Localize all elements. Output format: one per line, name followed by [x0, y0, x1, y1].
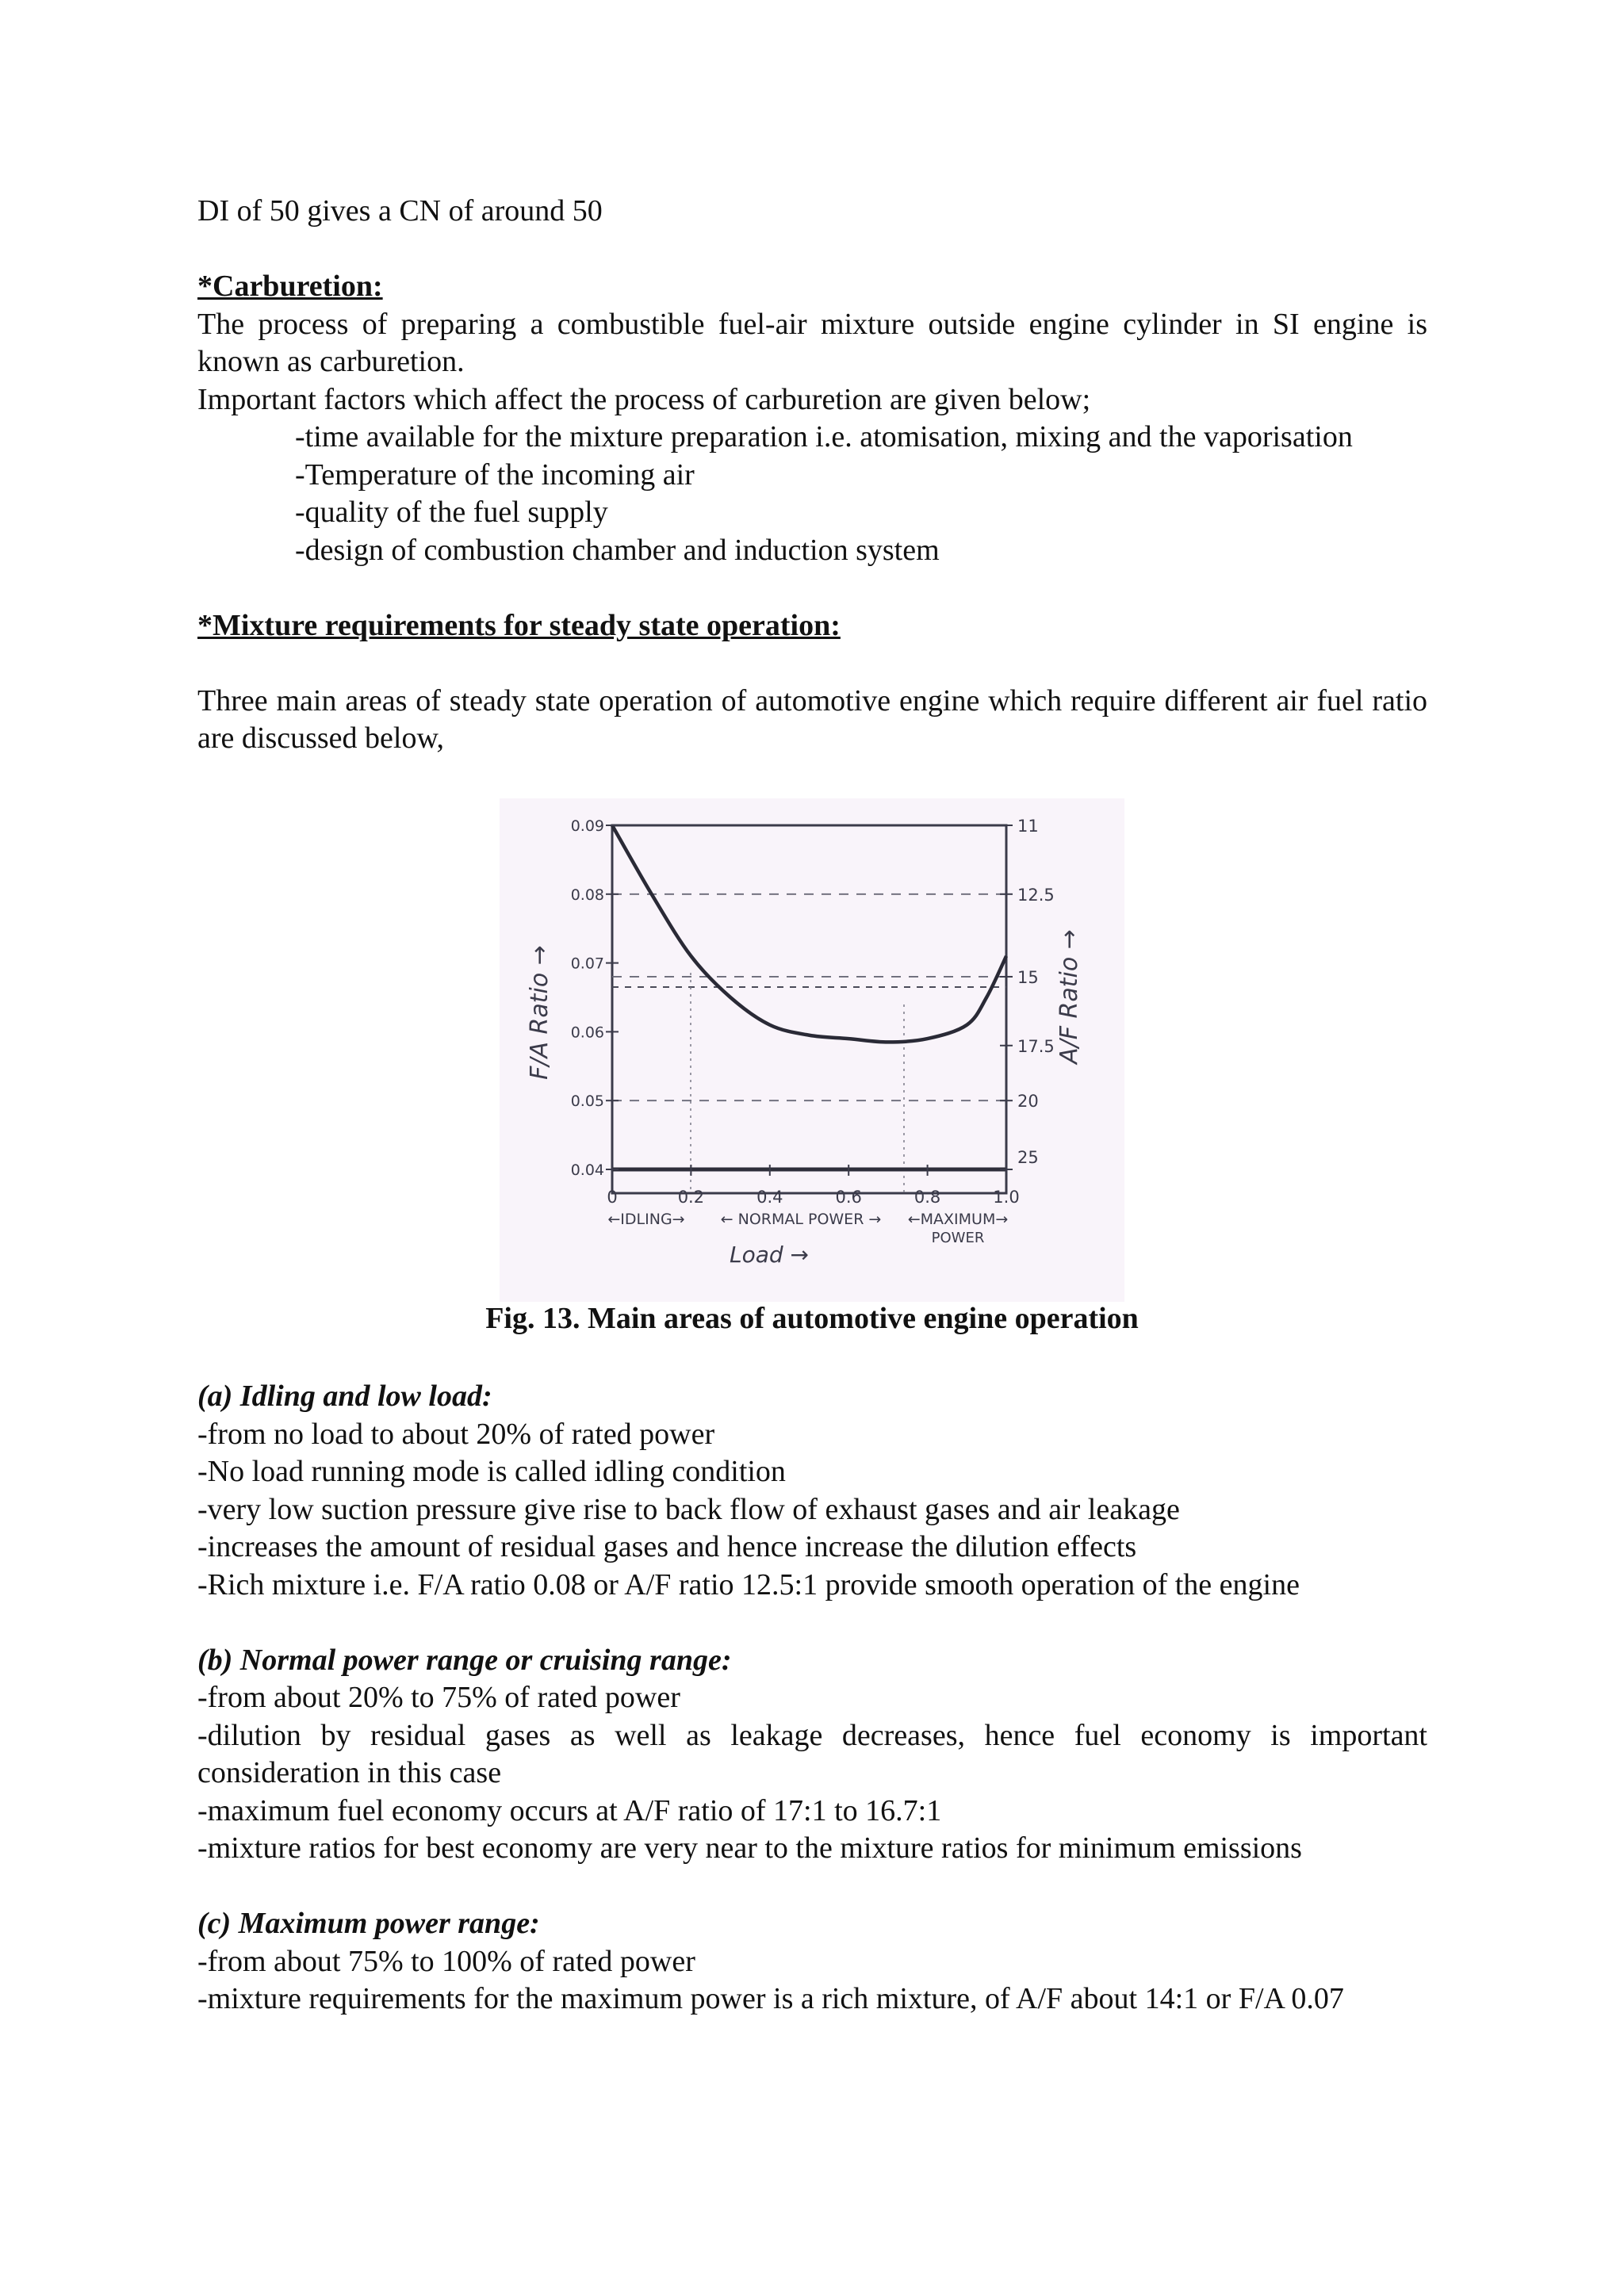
- normal-point: -dilution by residual gases as well as leakage decreases, hence fuel economy is important consideration in this case: [197, 1718, 1427, 1789]
- maximum-heading: (c) Maximum power range:: [197, 1907, 540, 1940]
- idling-point: -from no load to about 20% of rated power: [197, 1417, 715, 1451]
- x-tick-label: 1.0: [993, 1188, 1020, 1207]
- idling-heading: (a) Idling and low load:: [197, 1380, 492, 1413]
- factor-item: -quality of the fuel supply: [295, 496, 608, 529]
- right-tick-label: 11: [1017, 817, 1039, 836]
- factor-item: -Temperature of the incoming air: [295, 457, 695, 492]
- right-tick-label: 25: [1017, 1148, 1039, 1167]
- left-tick-label: 0.05: [570, 1093, 604, 1111]
- idling-point: -increases the amount of residual gases and hence increase the dilution effects: [197, 1530, 1137, 1563]
- lower-text: [197, 1378, 1427, 2019]
- normal-point: -from about 20% to 75% of rated power: [197, 1681, 680, 1714]
- x-tick-label: 0.6: [835, 1188, 862, 1207]
- figure-hand-drawn-chart: [500, 798, 1124, 1302]
- right-tick-label: 17.5: [1017, 1036, 1055, 1056]
- factor-item: -time available for the mixture preparation i.e. atomisation, mixing and the vaporisation: [295, 420, 1353, 453]
- x-tick-label: 0.2: [677, 1188, 705, 1207]
- normal-heading: (b) Normal power range or cruising range:: [197, 1643, 732, 1677]
- maximum-point: -mixture requirements for the maximum power is a rich mixture, of A/F about 14:1 or F/A 0.07: [197, 1982, 1344, 2015]
- carburetion-definition: The process of preparing a combustible fuel-air mixture outside engine cylinder in SI engine is known as carburetion.: [197, 307, 1427, 378]
- region-label-power: POWER: [931, 1230, 985, 1246]
- factor-item: -design of combustion chamber and induction system: [295, 533, 940, 567]
- chart-svg: [500, 798, 1124, 1302]
- x-tick-label: 0.8: [914, 1188, 941, 1207]
- right-tick-label: 20: [1017, 1092, 1039, 1112]
- x-axis-label: Load →: [729, 1242, 810, 1268]
- left-tick-label: 0.06: [570, 1024, 604, 1042]
- fa-ratio-curve: [612, 825, 1006, 1042]
- left-tick-label: 0.08: [570, 886, 604, 904]
- normal-point: -maximum fuel economy occurs at A/F ratio of 17:1 to 16.7:1: [197, 1793, 942, 1827]
- right-tick-label: 12.5: [1017, 885, 1055, 905]
- figure-caption: Fig. 13. Main areas of automotive engine operation: [485, 1302, 1139, 1335]
- right-axis-ticks: [1000, 817, 1055, 1169]
- region-label-idling: ←IDLING→: [607, 1211, 685, 1228]
- left-tick-label: 0.07: [570, 955, 604, 973]
- x-tick-label: 0: [607, 1188, 618, 1207]
- maximum-point: -from about 75% to 100% of rated power: [197, 1944, 695, 1978]
- left-axis-label: F/A Ratio →: [526, 945, 553, 1080]
- upper-text: [197, 193, 1427, 758]
- region-label-maximum: ←MAXIMUM→: [907, 1211, 1009, 1228]
- normal-point: -mixture ratios for best economy are very near to the mixture ratios for minimum emissions: [197, 1831, 1302, 1865]
- mixture-intro: Three main areas of steady state operation of automotive engine which require different air fuel ratio are discussed below,: [197, 683, 1427, 755]
- plot-frame: [612, 825, 1006, 1193]
- left-tick-label: 0.04: [570, 1161, 604, 1179]
- idling-point: -very low suction pressure give rise to back flow of exhaust gases and air leakage: [197, 1492, 1180, 1526]
- mixture-heading: *Mixture requirements for steady state operation:: [197, 608, 841, 642]
- carburetion-heading: *Carburetion:: [197, 270, 383, 303]
- left-tick-label: 0.09: [570, 817, 604, 835]
- right-tick-label: 15: [1017, 967, 1039, 987]
- idling-point: -No load running mode is called idling condition: [197, 1455, 786, 1488]
- factors-intro: Important factors which affect the process of carburetion are given below;: [197, 382, 1091, 416]
- intro-line: DI of 50 gives a CN of around 50: [197, 194, 603, 228]
- right-axis-label: A/F Ratio →: [1055, 929, 1083, 1064]
- x-tick-label: 0.4: [756, 1188, 783, 1207]
- region-label-normal: ← NORMAL POWER →: [720, 1211, 882, 1228]
- idling-point: -Rich mixture i.e. F/A ratio 0.08 or A/F ratio 12.5:1 provide smooth operation of the engine: [197, 1567, 1300, 1601]
